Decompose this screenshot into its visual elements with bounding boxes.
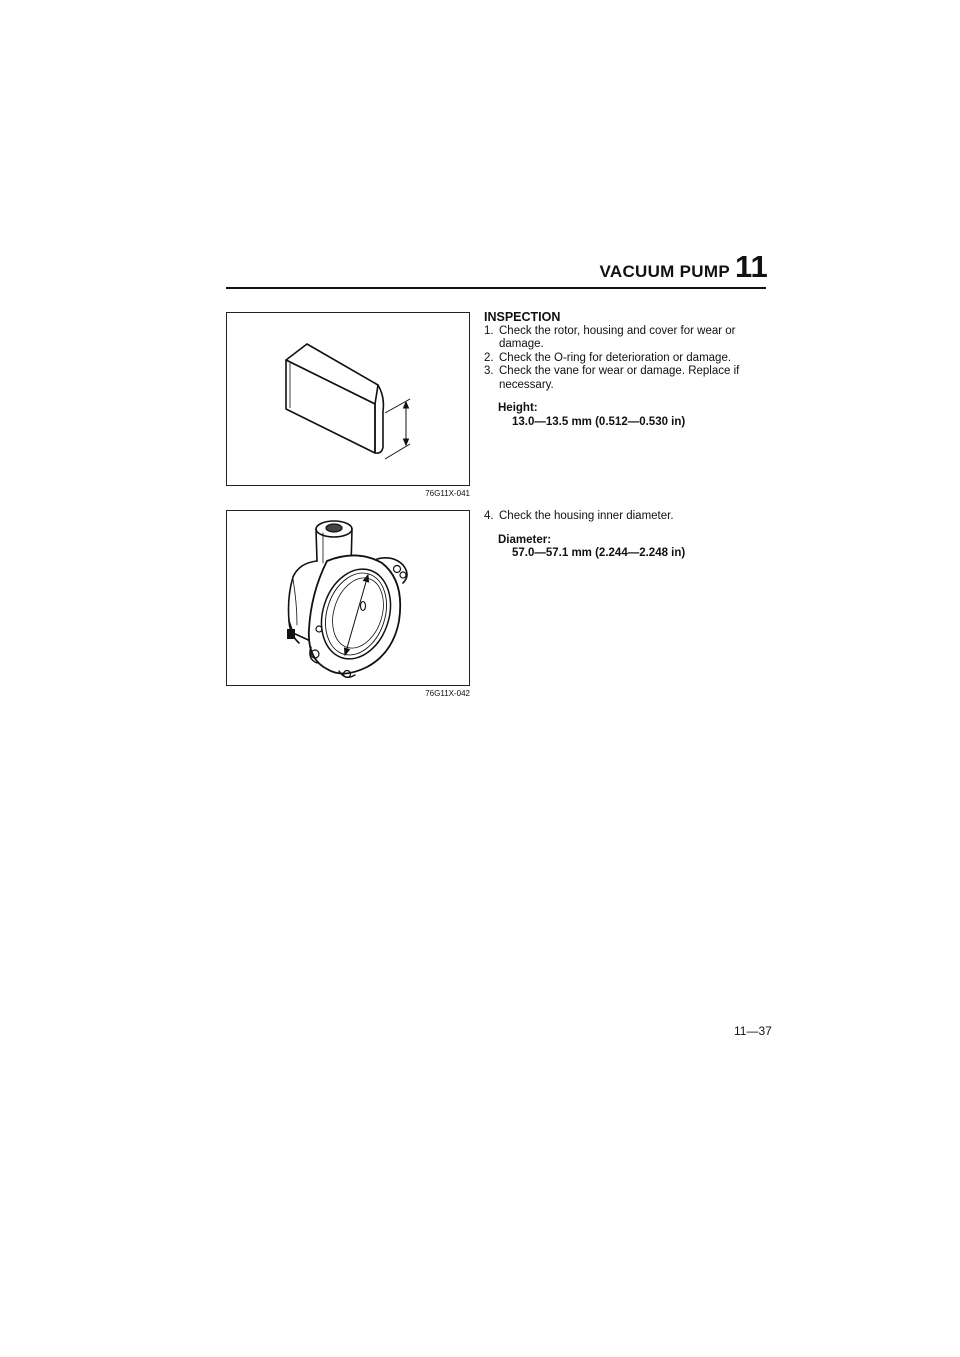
- step-number: 3.: [484, 365, 494, 377]
- housing-illustration: [227, 511, 468, 684]
- list-item: [484, 352, 774, 366]
- vane-illustration: [227, 313, 468, 484]
- step-text: Check the rotor, housing and cover for wear or damage.: [499, 324, 736, 350]
- step-number: 4.: [484, 510, 494, 522]
- section-heading: INSPECTION: [484, 310, 561, 324]
- spec-value: 57.0—57.1 mm (2.244—2.248 in): [512, 547, 686, 559]
- step-text: Check the vane for wear or damage. Replace if necessary.: [499, 365, 740, 391]
- step-number: 2.: [484, 351, 494, 364]
- step-text: Check the housing inner diameter.: [499, 510, 674, 522]
- vane-figure: [226, 312, 470, 486]
- step-number: 1.: [484, 324, 494, 337]
- spec-value: 13.0—13.5 mm (0.512—0.530 in): [512, 415, 686, 428]
- list-item: [484, 365, 774, 392]
- chapter-number: 11: [735, 249, 768, 284]
- section-title: VACUUM PUMP: [599, 262, 730, 281]
- list-item: [484, 325, 774, 352]
- page-header: [0, 0, 960, 300]
- housing-check-section: [484, 510, 774, 561]
- step-text: Check the O-ring for deterioration or damage.: [499, 351, 732, 364]
- housing-figure: [226, 510, 470, 686]
- figure-code: 76G11X-041: [425, 489, 470, 498]
- page-number: 11—37: [734, 1024, 772, 1038]
- inspection-steps: [484, 325, 774, 393]
- spec-label: Diameter:: [498, 533, 552, 546]
- inspection-section: [484, 311, 774, 429]
- list-item: [484, 510, 774, 524]
- spec-label: Height:: [498, 402, 538, 414]
- diameter-spec: [484, 534, 774, 561]
- height-spec: [484, 402, 774, 429]
- figure-code: 76G11X-042: [425, 689, 470, 698]
- header-rule: [226, 287, 766, 289]
